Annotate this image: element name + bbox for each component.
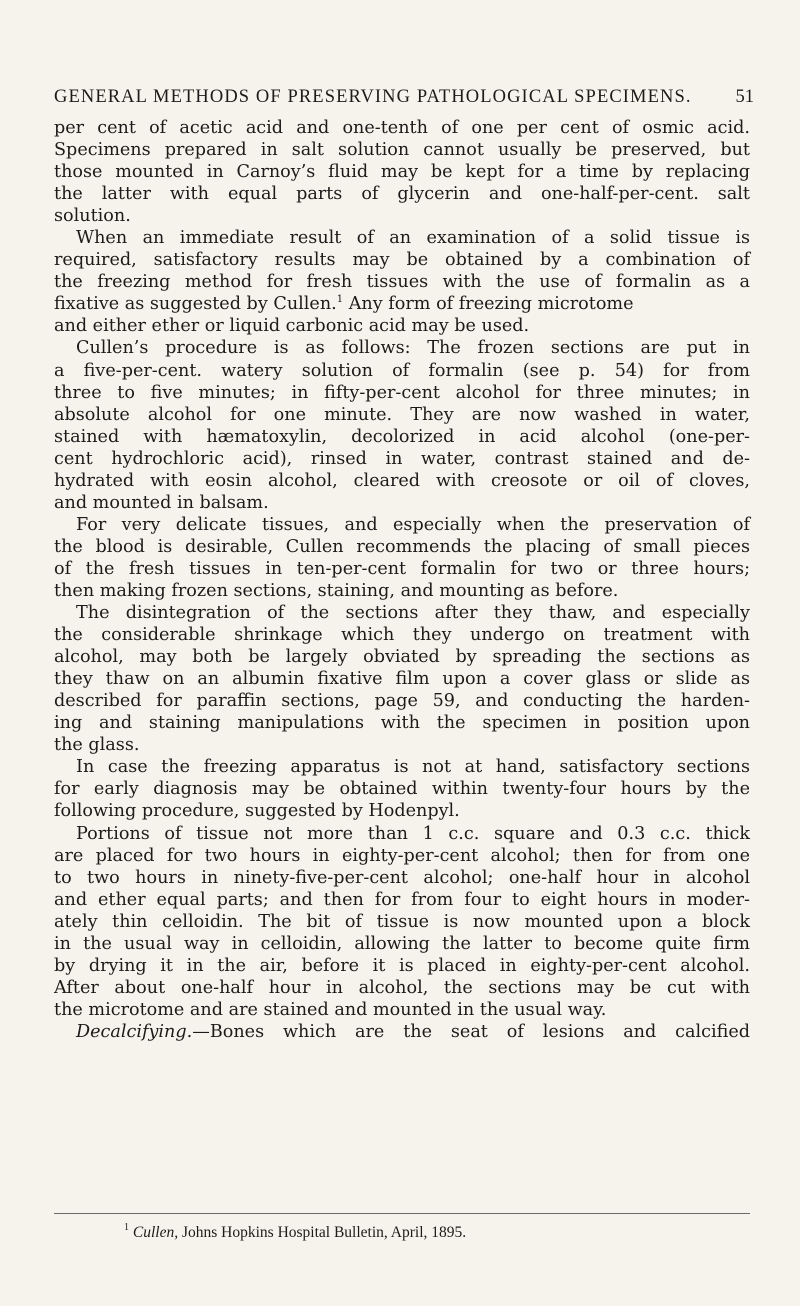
text-line — [54, 889, 750, 911]
line-text: are placed for two hours in eighty-per-cent alcohol; then for from one — [54, 845, 750, 866]
text-line — [54, 448, 750, 470]
line-text: the considerable shrinkage which they undergo on treatment with — [54, 625, 750, 646]
footnote-rule — [54, 1213, 750, 1214]
text-line — [54, 117, 750, 139]
line-text: the freezing method for fresh tissues with the use of formalin as a — [54, 272, 750, 293]
text-line — [54, 492, 750, 514]
line-text: When an immediate result of an examination of a solid tissue is — [76, 228, 750, 249]
text-line — [54, 911, 750, 933]
line-text: Cullen’s procedure is as follows: The frozen sections are put in — [76, 338, 750, 359]
text-line — [54, 580, 750, 602]
text-line — [54, 293, 750, 315]
text-line — [54, 315, 750, 337]
line-text: and mounted in balsam. — [54, 492, 269, 513]
footnote — [124, 1224, 466, 1242]
line-text: ately thin celloidin. The bit of tissue is now mounted upon a block — [54, 911, 750, 932]
line-text: In case the freezing apparatus is not at hand, satisfactory sections — [76, 757, 750, 778]
line-text: of the fresh tissues in ten-per-cent formalin for two or three hours; — [54, 558, 750, 579]
line-text: they thaw on an albumin fixative film upon a cover glass or slide as — [54, 669, 750, 690]
text-line — [54, 536, 750, 558]
text-line — [54, 624, 750, 646]
text-line — [54, 404, 750, 426]
line-text: required, satisfactory results may be obtained by a combination of — [54, 250, 750, 271]
line-text: After about one-half hour in alcohol, the sections may be cut with — [54, 977, 750, 998]
line-text: a five-per-cent. watery solution of formalin (see p. 54) for from — [54, 360, 750, 381]
line-text: those mounted in Carnoy’s fluid may be kept for a time by replacing — [54, 162, 750, 183]
line-text: per cent of acetic acid and one-tenth of one per cent of osmic acid. — [54, 118, 750, 138]
footnote-marker: 1 — [124, 1222, 129, 1233]
text-line — [54, 360, 750, 382]
text-line — [54, 271, 750, 293]
line-text: absolute alcohol for one minute. They are now washed in water, — [54, 404, 750, 425]
text-line — [54, 867, 750, 889]
line-text: For very delicate tissues, and especially when the preservation of — [76, 514, 750, 535]
line-text: cent hydrochloric acid), rinsed in water, contrast stained and de- — [54, 448, 750, 469]
footnote-reference: 1 — [336, 294, 344, 306]
line-text: alcohol, may both be largely obviated by spreading the sections as — [54, 647, 750, 668]
text-line — [54, 646, 750, 668]
text-line — [54, 558, 750, 580]
text-line — [54, 470, 750, 492]
line-text: hydrated with eosin alcohol, cleared with creosote or oil of cloves, — [54, 470, 750, 491]
line-text: following procedure, suggested by Hodenpyl. — [54, 801, 460, 822]
text-line — [54, 668, 750, 690]
footnote-citation: Johns Hopkins Hospital Bulletin, April, 1895. — [178, 1224, 467, 1241]
line-text: the blood is desirable, Cullen recommends the placing of small pieces — [54, 536, 750, 557]
line-text: for early diagnosis may be obtained within twenty-four hours by the — [54, 779, 750, 800]
line-text: described for paraffin sections, page 59, and conducting the harden- — [54, 691, 750, 712]
body-text — [54, 117, 750, 1043]
running-header — [54, 87, 754, 108]
line-text: the latter with equal parts of glycerin and one-half-per-cent. salt — [54, 184, 750, 205]
text-line — [54, 249, 750, 271]
line-text: stained with hæmatoxylin, decolorized in acid alcohol (one-per- — [54, 426, 750, 447]
text-line — [54, 205, 750, 227]
footnote-author: Cullen, — [132, 1224, 179, 1241]
text-line — [54, 514, 750, 536]
line-text: and ether equal parts; and then for from four to eight hours in moder- — [54, 889, 750, 910]
text-line — [54, 999, 750, 1021]
text-line — [54, 845, 750, 867]
line-text: in the usual way in celloidin, allowing the latter to become quite firm — [54, 933, 750, 954]
text-line — [54, 933, 750, 955]
text-line — [54, 183, 750, 205]
text-line — [54, 139, 750, 161]
text-line — [54, 756, 750, 778]
line-text-tail: —Bones which are the seat of lesions and calcified — [192, 1021, 750, 1042]
text-line — [54, 712, 750, 734]
text-line — [54, 955, 750, 977]
text-line — [54, 1021, 750, 1043]
line-text: the microtome and are stained and mounted in the usual way. — [54, 999, 607, 1020]
line-text: Portions of tissue not more than 1 c.c. square and 0.3 c.c. thick — [76, 823, 750, 844]
line-text: Specimens prepared in salt solution cannot usually be preserved, but — [54, 140, 750, 161]
line-text-tail: Any form of freezing microtome — [343, 294, 634, 315]
line-text: solution. — [54, 206, 131, 227]
line-text: three to five minutes; in fifty-per-cent alcohol for three minutes; in — [54, 382, 750, 403]
text-line — [54, 800, 750, 822]
text-line — [54, 734, 750, 756]
line-text: fixative as suggested by Cullen. — [54, 294, 337, 315]
line-text: and either ether or liquid carbonic acid may be used. — [54, 316, 530, 337]
line-text: The disintegration of the sections after they thaw, and especially — [76, 603, 750, 624]
line-text: to two hours in ninety-five-per-cent alcohol; one-half hour in alcohol — [54, 867, 750, 888]
page-number: 51 — [735, 87, 754, 107]
text-line — [54, 337, 750, 359]
line-text: by drying it in the air, before it is placed in eighty-per-cent alcohol. — [54, 955, 750, 976]
line-text: ing and staining manipulations with the specimen in position upon — [54, 713, 750, 734]
line-text: then making frozen sections, staining, and mounting as before. — [54, 580, 619, 601]
running-title: GENERAL METHODS OF PRESERVING PATHOLOGICAL SPECIMENS. — [54, 87, 692, 107]
text-line — [54, 426, 750, 448]
text-line — [54, 227, 750, 249]
line-text: Decalcifying. — [76, 1021, 193, 1042]
text-line — [54, 823, 750, 845]
text-line — [54, 690, 750, 712]
text-line — [54, 778, 750, 800]
text-line — [54, 602, 750, 624]
text-line — [54, 161, 750, 183]
text-line — [54, 382, 750, 404]
line-text: the glass. — [54, 735, 140, 756]
text-line — [54, 977, 750, 999]
